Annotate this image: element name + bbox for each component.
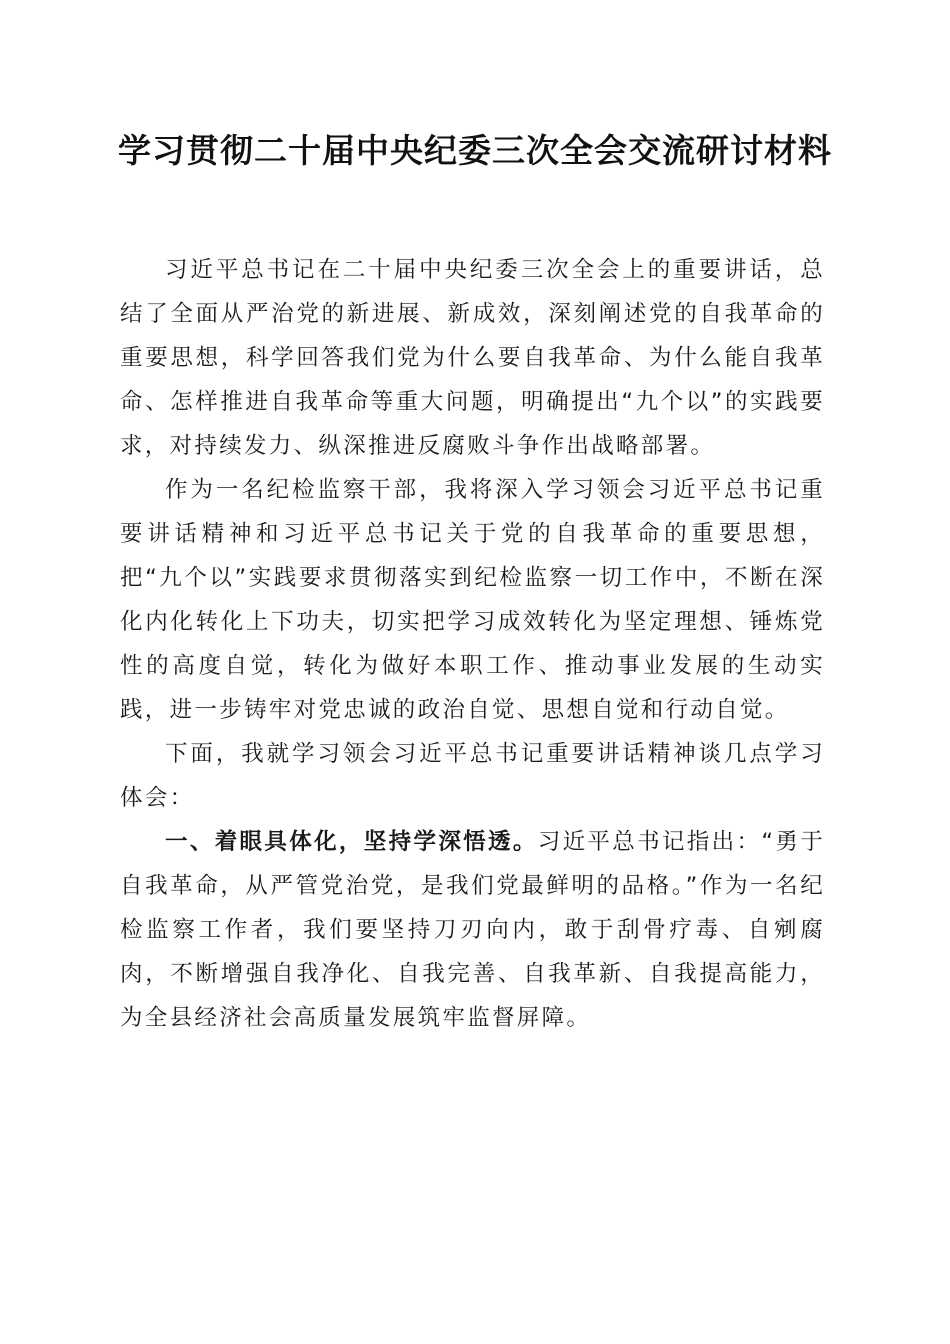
paragraph-transition: 下面，我就学习领会习近平总书记重要讲话精神谈几点学习体会： bbox=[120, 741, 825, 811]
section-1-text: 习近平总书记指出：“勇于自我革命，从严管党治党，是我们党最鲜明的品格。”作为一名纪检监察工作者，我们要坚持刀刃向内，敢于刮骨疗毒、自剜腐肉，不断增强自我净化、自我完善、自我革新、自我提高能力，为全县经济社会高质量发展筑牢监督屏障。 bbox=[120, 829, 825, 1031]
document-title: 学习贯彻二十届中央纪委三次全会交流研讨材料 bbox=[118, 131, 832, 170]
paragraph-commitment: 作为一名纪检监察干部，我将深入学习领会习近平总书记重要讲话精神和习近平总书记关于党的自我革命的重要思想，把“九个以”实践要求贯彻落实到纪检监察一切工作中，不断在深化内化转化上下功夫，切实把学习成效转化为坚定理想、锤炼党性的高度自觉，转化为做好本职工作、推动事业发展的生动实践，进一步铸牢对党忠诚的政治自觉、思想自觉和行动自觉。 bbox=[120, 477, 825, 723]
paragraph-intro: 习近平总书记在二十届中央纪委三次全会上的重要讲话，总结了全面从严治党的新进展、新成效，深刻阐述党的自我革命的重要思想，科学回答我们党为什么要自我革命、为什么能自我革命、怎样推进自我革命等重大问题，明确提出“九个以”的实践要求，对持续发力、纵深推进反腐败斗争作出战略部署。 bbox=[120, 257, 825, 459]
paragraph-section-1 bbox=[120, 820, 825, 1040]
document-body bbox=[120, 248, 825, 1040]
section-1-heading: 一、着眼具体化，坚持学深悟透。 bbox=[165, 829, 538, 855]
